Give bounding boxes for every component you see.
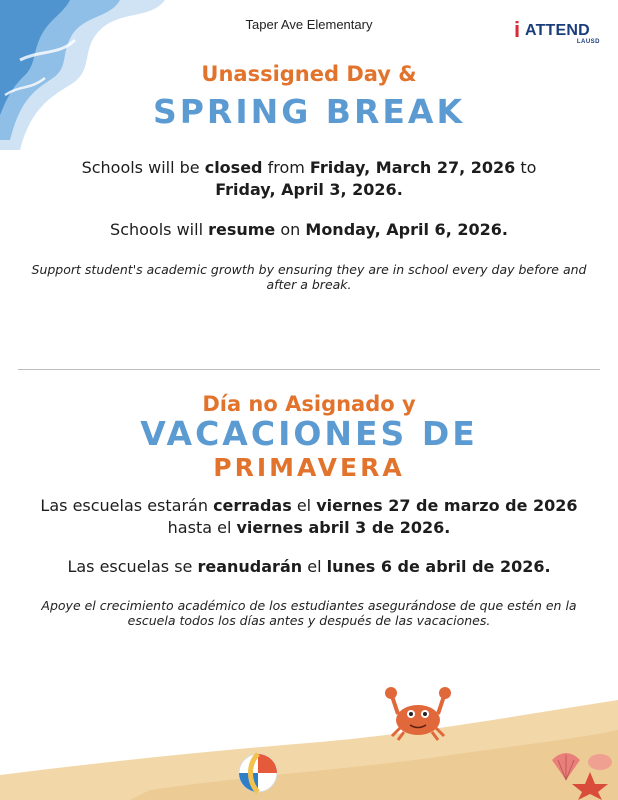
text-bold: closed [204,158,263,177]
section-divider [18,369,600,370]
text-bold: cerradas [213,496,292,515]
crab-icon [385,687,451,740]
text-bold: Monday, April 6, 2026. [305,220,508,239]
text-bold: reanudarán [197,557,303,576]
text-segment: hasta el [167,518,237,537]
text-bold: viernes 27 de marzo de 2026 [316,496,578,515]
spanish-closed-text [30,495,588,539]
text-segment: to [515,158,537,177]
logo-lausd: LAUSD [576,39,600,45]
text-segment: el [291,496,317,515]
text-bold: Friday, April 3, 2026. [215,180,403,199]
logo-attend: ATTEND [525,22,590,39]
english-closed-text [30,157,588,201]
text-bold: resume [208,220,276,239]
english-title-line2: SPRING BREAK [152,92,466,131]
text-bold: viernes abril 3 de 2026. [236,518,451,537]
school-name: Taper Ave Elementary [245,17,373,32]
text-segment: Las escuelas estarán [40,496,214,515]
text-segment: Las escuelas se [67,557,198,576]
beach-ball-icon [239,754,277,792]
spanish-note: Apoye el crecimiento académico de los estudiantes asegurándose de que estén en la escuela todos los días antes y después de las vacaciones. [41,598,577,628]
spanish-title-line3: PRIMAVERA [213,453,405,482]
spanish-title-line2: VACACIONES DE [140,414,478,453]
text-segment: Schools will [110,220,209,239]
text-bold: Friday, March 27, 2026 [309,158,516,177]
text-segment: el [302,557,327,576]
iattend-logo [514,18,600,46]
english-resume-text [30,219,588,241]
spanish-resume-text [30,556,588,578]
spanish-title-line1: Día no Asignado y [202,392,416,416]
english-note: Support student's academic growth by ensuring they are in school every day before and after a break. [31,262,587,292]
logo-i: i [514,17,521,42]
text-bold: lunes 6 de abril de 2026. [326,557,551,576]
english-title-line1: Unassigned Day & [201,62,417,86]
text-segment: from [262,158,310,177]
text-segment: on [275,220,306,239]
beach-scene [0,680,618,800]
text-segment: Schools will be [81,158,205,177]
